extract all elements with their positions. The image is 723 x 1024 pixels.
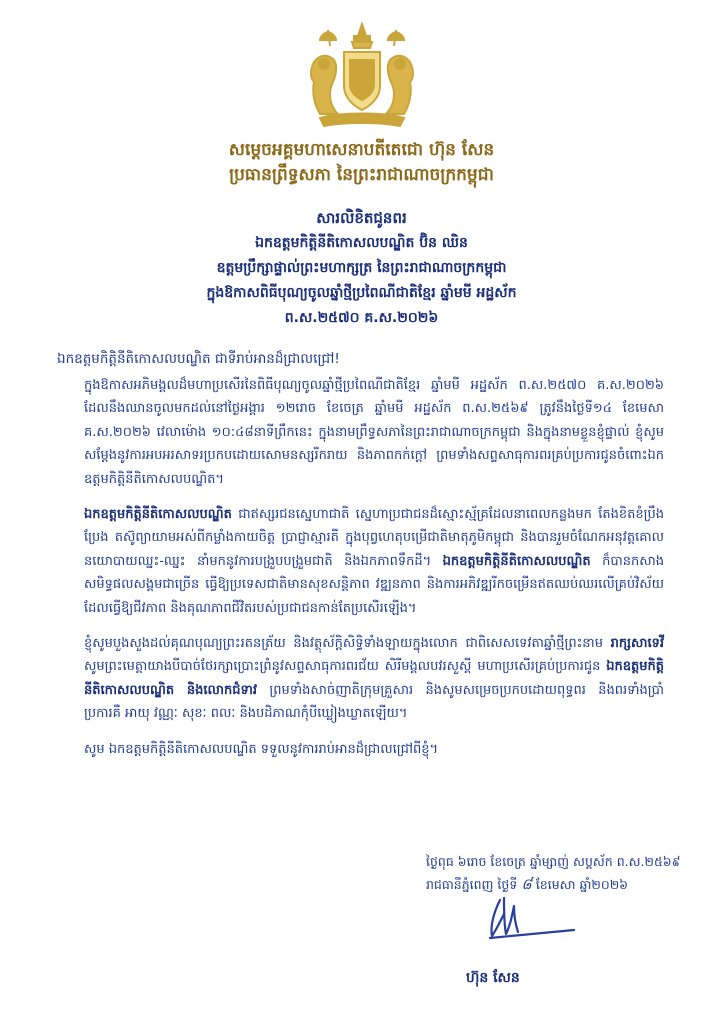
paragraph-3-text-b: សូមព្រះមេត្តាយាងបីបាច់ថែរក្សាប្រោះព្រំនូវសព្ទសាធុការពរជ័យ សិរីមង្គលបវរសួស្តី មហាប្រសើរគ្រប់ប្រការជូន (84, 659, 607, 675)
letter-body (84, 374, 664, 761)
sender-office: ប្រធានព្រឹទ្ធសភា នៃព្រះរាជាណាចក្រកម្ពុជា (229, 165, 494, 185)
dateline-prefix: រាជធានីភ្នំពេញ ថ្ងៃទី (426, 877, 522, 892)
paragraph-2-text-b: ក៏បានកសាងសមិទ្ធផលសង្គមជាច្រើន ធ្វើឱ្យប្រទេសជាតិមានសុខសន្តិភាព វឌ្ឍនភាព និងការអភិវឌ្ឍរីកចម្រើនឥតឈប់ឈរលើគ្រប់វិស័យ ដែលធ្វើឱ្យជីវភាព និងគុណភាពជីវិតរបស់ប្រជាជនកាន់តែប្រសើរឡើង។ (84, 553, 664, 616)
closing-line: សូម ឯកឧត្តមកិត្តិនីតិកោសលបណ្ឌិត ទទួលនូវការរាប់អានដ៏ជ្រាលជ្រៅពីខ្ញុំ។ (84, 741, 439, 757)
dateline-suffix: ខែមេសា ឆ្នាំ២០២៦ (531, 877, 629, 892)
occasion-line: ក្នុងឱកាសពិធីបុណ្យចូលឆ្នាំថ្មីប្រពៃណីជាតិខ្មែរ ឆ្នាំមមី អដ្ឋស័ក (206, 285, 517, 301)
paragraph-3-lead: ឯកឧត្តមកិត្តិនីតិកោសលបណ្ឌិត និងលោកជំទាវ (84, 659, 664, 698)
paragraph-3-text-a: ខ្ញុំសូមបួងសួងដល់គុណបុណ្យព្រះរតនត្រ័យ និងវត្ថុស័ក្តិសិទ្ធិទាំងឡាយក្នុងលោក ជាពិសេសទេវតាឆ្នាំថ្មីព្រះនាម (84, 636, 611, 652)
signatory-name: ហ៊ុន សែន (466, 970, 520, 986)
recipient-name: ឯកឧត្តមកិត្តិនីតិកោសលបណ្ឌិត ប៊ិន ឈិន (255, 235, 468, 251)
paragraph-1 (84, 374, 664, 491)
dateline-lunar: ថ្ងៃពុធ ៦រោច ខែចេត្រ ឆ្នាំម្សាញ់ សប្តស័ក ព.ស.២៥៦៩ (426, 854, 681, 869)
paragraph-1-text: ក្នុងឱកាសអភិមង្គលដ៏មហាប្រសើរនៃពិធីបុណ្យចូលឆ្នាំថ្មីប្រពៃណីជាតិខ្មែរ ឆ្នាំមមី អដ្ឋស័ក ព.ស.២៥៧០ គ.ស.២០២៦ ដែលនឹងឈានចូលមកដល់នៅថ្ងៃអង្គារ ១២រោច ខែចេត្រ ឆ្នាំមមី អដ្ឋស័ក ព.ស.២៥៦៩ ត្រូវនឹងថ្ងៃទី១៤ ខែមេសា គ.ស.២០២៦ វេលាម៉ោង ១០:៤៨នាទីព្រឹកនេះ ក្នុងនាមព្រឹទ្ធសភានៃព្រះរាជាណាចក្រកម្ពុជា និងក្នុងនាមខ្លួនខ្ញុំផ្ទាល់ ខ្ញុំសូមសម្តែងនូវការអបអរសាទរប្រកបដោយសោមនស្សរីករាយ និងភាពកក់ក្តៅ ព្រមទាំងសព្ទសាធុការពរគ្រប់ប្រការជូនចំពោះឯកឧត្តមកិត្តិនីតិកោសលបណ្ឌិត។ (84, 378, 664, 487)
royal-emblem-icon (306, 22, 418, 130)
paragraph-3-deity: រាក្សសាទេវី (610, 636, 664, 652)
paragraph-2-mid: ឯកឧត្តមកិត្តិនីតិកោសលបណ្ឌិត (442, 553, 591, 569)
sender-header (0, 138, 723, 188)
dateline-day: ៨ (521, 875, 532, 893)
paragraph-3 (84, 632, 664, 726)
paragraph-2-lead: ឯកឧត្តមកិត្តិនីតិកោសលបណ្ឌិត (84, 507, 232, 523)
recipient-position: ឧត្តមប្រឹក្សាផ្ទាល់ព្រះមហាក្សត្រ នៃព្រះរាជាណាចក្រកម្ពុជា (216, 260, 507, 276)
letter-title: សារលិខិតជូនពរ (316, 209, 407, 227)
salutation: ឯកឧត្តមកិត្តិនីតិកោសលបណ្ឌិត ជាទីរាប់អានដ៏ជ្រាលជ្រៅ! (57, 351, 340, 367)
paragraph-2 (84, 503, 664, 620)
occasion-year: ព.ស.២៥៧០ គ.ស.២០២៦ (284, 310, 439, 326)
sender-name: សម្តេចអគ្គមហាសេនាបតីតេជោ ហ៊ុន សែន (228, 140, 495, 160)
paragraph-3-text-c: ព្រមទាំងសាច់ញាតិក្រុមគ្រួសារ និងសូមសម្រេចប្រកបដោយពុទ្ធពរ និងពរទាំងប្រាំប្រការគឺ អាយុ វណ្ណៈ សុខៈ ពលៈ និងបដិភាណកុំបីឃ្លៀងឃ្លាតឡើយ។ (84, 682, 664, 722)
handwritten-signature (470, 892, 590, 952)
paragraph-2-text-a: ជាឥស្សរជនស្នេហាជាតិ ស្នេហាប្រជាជនដ៏ស្មោះស្ម័គ្រដែលនាពេលកន្លងមក តែងខិតខំប្រឹងប្រែង តស៊ូព្យាយាមអស់ពីកម្លាំងកាយចិត្ត ប្រាជ្ញាស្មារតី ក្នុងបុព្វហេតុបម្រើជាតិមាតុភូមិកម្ពុជា និងបានរួមចំណែកអនុវត្តគោលនយោបាយឈ្នះ-ឈ្នះ នាំមកនូវការបង្រួបបង្រួមជាតិ និងឯកភាពទឹកដី។ (84, 507, 664, 569)
dateline (426, 851, 681, 896)
letter-title-block (60, 206, 663, 331)
